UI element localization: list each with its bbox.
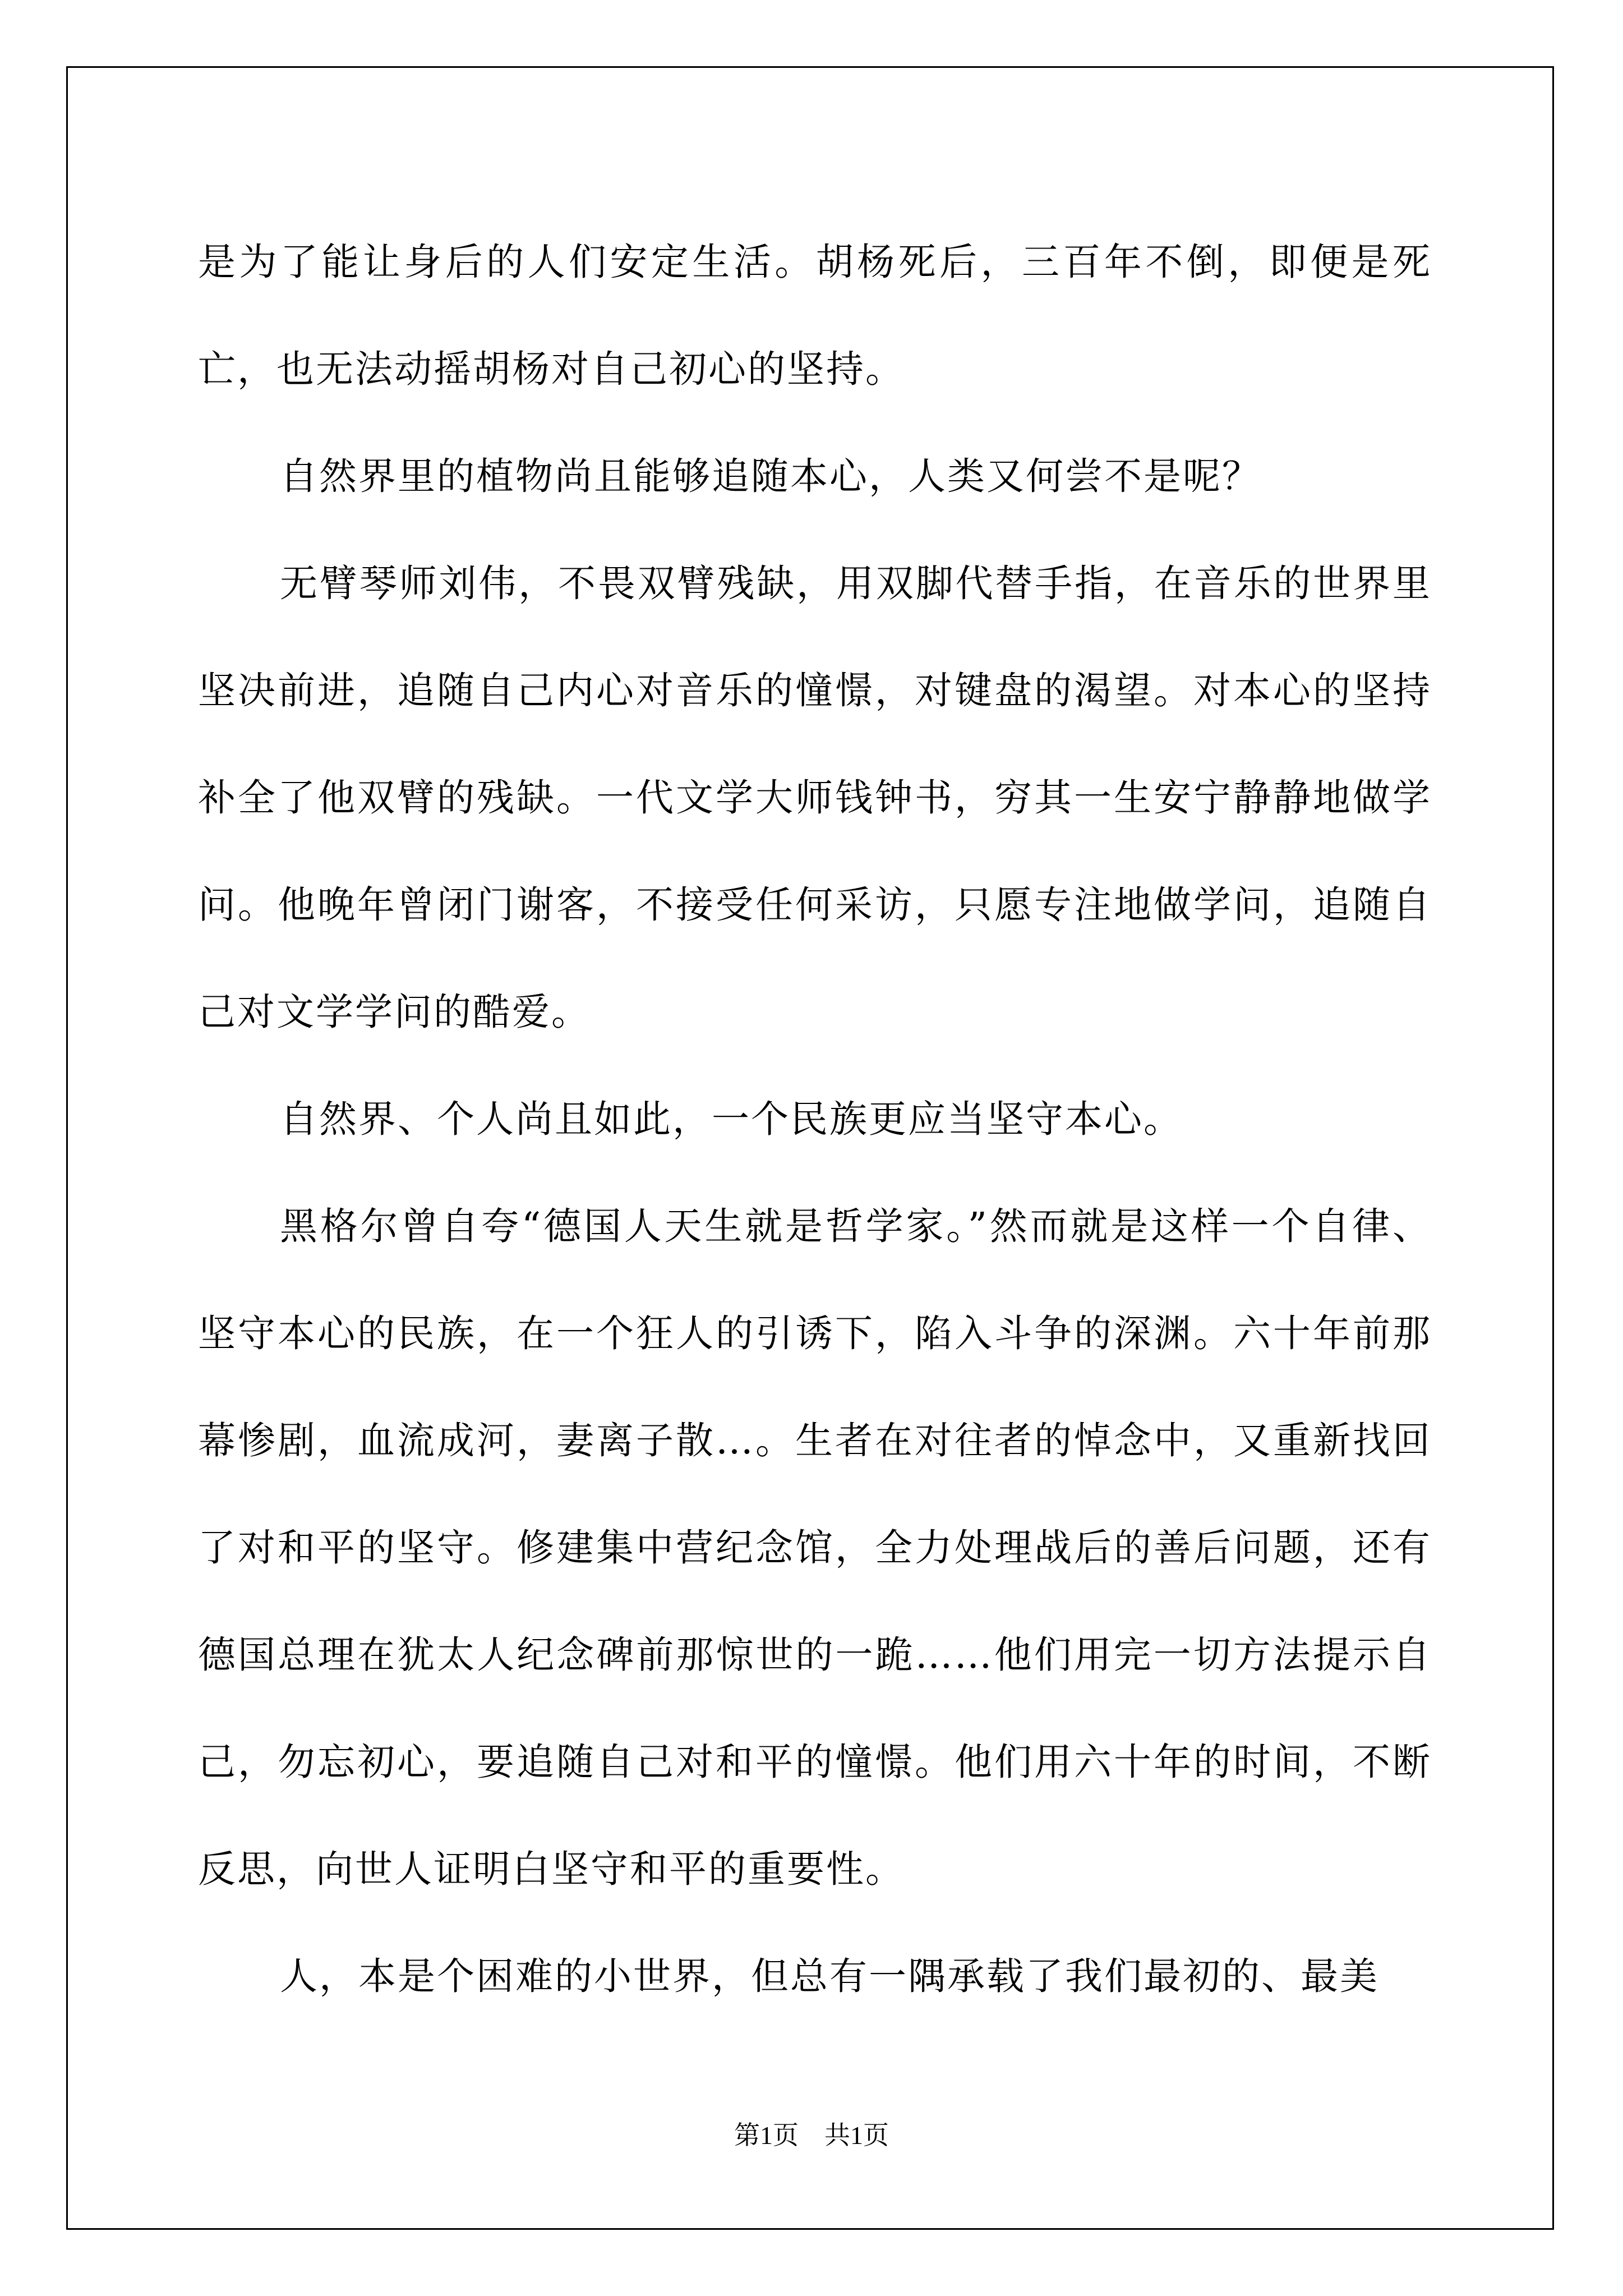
document-body xyxy=(198,209,1432,2030)
paragraph: 人，本是个困难的小世界，但总有一隅承载了我们最初的、最美 xyxy=(280,1954,1379,1998)
paragraph: 自然界、个人尚且如此，一个民族更应当坚守本心。 xyxy=(280,1097,1183,1141)
paragraph: 黑格尔曾自夸“德国人天生就是哲学家。”然而就是这样一个自律、坚守本心的民族，在一个狂人的引诱下，陷入斗争的深渊。六十年前那幕惨剧，血流成河，妻离子散…。生者在对往者的悼念中，又重新找回了对和平的坚守。修建集中营纪念馆，全力处理战后的善后问题，还有德国总理在犹太人纪念碑前那惊世的一跪……他们用完一切方法提示自己，勿忘初心，要追随自己对和平的憧憬。他们用六十年的时间，不断反思，向世人证明白坚守和平的重要性。 xyxy=(198,1204,1432,1891)
page-footer xyxy=(0,2115,1623,2152)
page-number: 第1页 xyxy=(734,2121,799,2150)
page-total: 共1页 xyxy=(824,2121,889,2150)
paragraph: 无臂琴师刘伟，不畏双臂残缺，用双脚代替手指，在音乐的世界里坚决前进，追随自己内心对音乐的憧憬，对键盘的渴望。对本心的坚持补全了他双臂的残缺。一代文学大师钱钟书，穷其一生安宁静静地做学问。他晚年曾闭门谢客，不接受任何采访，只愿专注地做学问，追随自己对文学学问的酷爱。 xyxy=(198,562,1432,1034)
paragraph: 是为了能让身后的人们安定生活。胡杨死后，三百年不倒，即便是死亡，也无法动摇胡杨对自己初心的坚持。 xyxy=(198,240,1432,391)
paragraph: 自然界里的植物尚且能够追随本心，人类又何尝不是呢？ xyxy=(280,454,1261,498)
